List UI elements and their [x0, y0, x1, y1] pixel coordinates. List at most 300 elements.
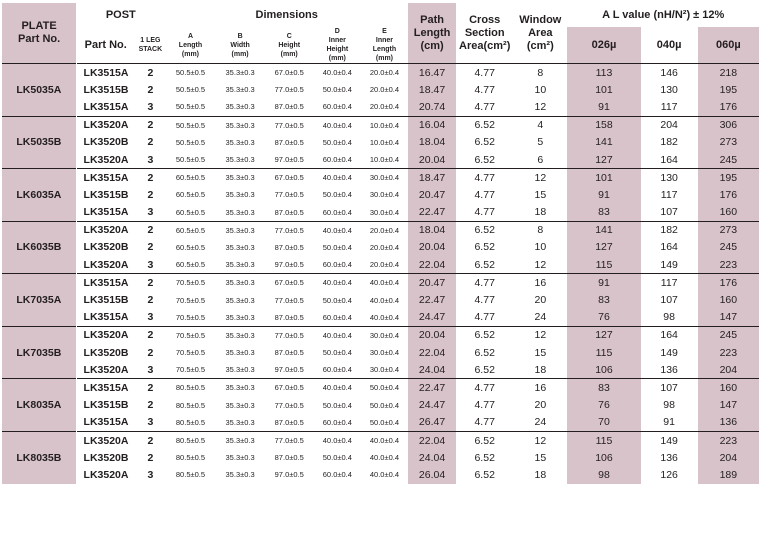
dim-b-cell: 35.3±0.3 [216, 274, 265, 292]
part-no-cell: LK3520B [83, 451, 129, 464]
al-060-cell: 195 [698, 81, 759, 98]
path-length-cell: 18.47 [408, 169, 456, 187]
window-area-cell: 10 [534, 83, 547, 96]
dim-d-cell: 60.0±0.4 [322, 365, 352, 375]
table-row [2, 256, 759, 274]
leg-stack-cell: 2 [135, 379, 165, 397]
dim-b-cell: 35.3±0.3 [216, 326, 265, 344]
table-row [2, 291, 759, 308]
dim-a-cell: 70.5±0.5 [165, 326, 215, 344]
dim-c-cell: 87.0±0.5 [274, 137, 304, 147]
dim-e-cell: 40.0±0.4 [369, 312, 400, 322]
al-040-header: 040µ [641, 27, 698, 64]
al-040-cell: 98 [663, 311, 675, 324]
al-026-cell: 106 [567, 449, 640, 466]
al-040-cell: 98 [663, 399, 675, 412]
dim-b-cell: 35.3±0.3 [225, 155, 255, 165]
al-060-cell: 245 [698, 239, 759, 256]
dim-a-cell: 50.5±0.5 [165, 116, 215, 134]
al-040-cell: 136 [660, 363, 678, 376]
dim-e-cell: 50.0±0.4 [369, 400, 400, 410]
path-length-header: Path Length (cm) [408, 3, 456, 64]
al-060-cell: 306 [698, 116, 759, 134]
al-060-cell: 204 [698, 361, 759, 379]
leg-stack-cell: 2 [147, 188, 154, 201]
dim-e-cell: 30.0±0.4 [369, 207, 400, 217]
leg-stack-cell: 3 [147, 153, 154, 166]
al-060-cell: 176 [698, 98, 759, 116]
al-040-cell: 204 [641, 116, 698, 134]
al-040-cell: 91 [663, 416, 675, 429]
table-row [2, 379, 759, 397]
path-length-cell: 20.47 [408, 274, 456, 292]
al-026-cell: 127 [567, 151, 640, 169]
plate-part-no: LK7035B [2, 326, 76, 379]
post-header: POST [105, 9, 136, 21]
al-060-cell: 147 [698, 309, 759, 327]
dim-c-cell: 67.0±0.5 [265, 379, 314, 397]
dim-b-cell: 35.3±0.3 [225, 453, 255, 463]
al-026-cell: 101 [567, 81, 640, 98]
table-row [2, 397, 759, 414]
leg-stack-cell: 3 [147, 311, 154, 324]
dim-c-cell: 67.0±0.5 [265, 64, 314, 82]
dim-b-name: Width [230, 41, 250, 49]
dim-b-cell: 35.3±0.3 [225, 102, 255, 112]
dim-a-cell: 70.5±0.5 [175, 365, 206, 375]
cross-section-cell: 6.52 [474, 258, 495, 271]
al-040-cell: 182 [660, 136, 678, 149]
dim-c-cell: 77.0±0.5 [274, 400, 304, 410]
cross-section-cell: 4.77 [474, 294, 495, 307]
core-spec-table [2, 3, 759, 484]
cross-section-cell: 6.52 [456, 431, 513, 449]
dim-a-cell: 80.5±0.5 [165, 431, 215, 449]
dim-b-cell: 35.3±0.3 [225, 242, 255, 252]
dim-b-unit: (mm) [231, 50, 249, 58]
al-040-cell: 164 [660, 153, 678, 166]
cross-section-cell: 4.77 [474, 206, 495, 219]
path-length-cell: 24.47 [408, 397, 456, 414]
leg-stack-cell: 2 [135, 116, 165, 134]
part-no-cell: LK3520A [76, 221, 135, 239]
dim-d-cell: 50.0±0.4 [322, 85, 352, 95]
window-area-cell: 20 [534, 399, 547, 412]
al-026-cell: 113 [567, 64, 640, 82]
dim-a-letter: A [187, 32, 193, 40]
window-area-cell: 15 [534, 346, 547, 359]
window-area-cell: 24 [534, 311, 547, 324]
al-040-cell: 136 [660, 451, 678, 464]
dim-c-header [265, 27, 314, 64]
table-row [2, 309, 759, 327]
leg-stack-cell: 2 [135, 431, 165, 449]
window-area-cell: 12 [513, 326, 567, 344]
part-no-cell: LK3515A [76, 379, 135, 397]
cross-section-cell: 6.52 [474, 241, 495, 254]
dim-b-cell: 35.3±0.3 [225, 400, 255, 410]
al-040-cell: 146 [641, 64, 698, 82]
window-area-cell: 12 [534, 100, 547, 113]
dim-c-cell: 97.0±0.5 [274, 155, 304, 165]
path-length-cell: 20.04 [408, 151, 456, 169]
al-026-cell: 83 [567, 379, 640, 397]
dim-b-cell: 35.3±0.3 [225, 295, 255, 305]
dim-b-cell: 35.3±0.3 [225, 260, 255, 270]
al-040-cell: 117 [660, 100, 678, 113]
dim-e-cell: 40.0±0.4 [369, 295, 400, 305]
cross-section-cell: 4.77 [474, 100, 495, 113]
plate-part-no: LK8035B [2, 431, 76, 483]
dim-c-unit: (mm) [280, 50, 298, 58]
dim-b-cell: 35.3±0.3 [225, 207, 255, 217]
al-040-cell: 164 [660, 241, 678, 254]
window-area-cell: 8 [513, 64, 567, 82]
dim-c-cell: 67.0±0.5 [265, 169, 314, 187]
dim-c-cell: 77.0±0.5 [265, 326, 314, 344]
dim-b-cell: 35.3±0.3 [216, 169, 265, 187]
dim-b-cell: 35.3±0.3 [216, 379, 265, 397]
al-026-cell: 91 [567, 274, 640, 292]
window-area-cell: 16 [513, 379, 567, 397]
dim-e-cell: 40.0±0.4 [369, 453, 400, 463]
path-length-cell: 26.04 [408, 466, 456, 483]
dim-a-cell: 50.5±0.5 [175, 85, 206, 95]
window-area-header: Window Area (cm²) [519, 13, 562, 52]
part-no-cell: LK3520A [83, 153, 129, 166]
al-026-cell: 115 [567, 431, 640, 449]
plate-part-no: LK7035A [2, 274, 76, 327]
dim-d-cell: 50.0±0.4 [322, 190, 352, 200]
dim-a-cell: 70.5±0.5 [175, 348, 206, 358]
dim-d-cell: 40.0±0.4 [314, 326, 361, 344]
dim-a-cell: 80.5±0.5 [165, 379, 215, 397]
table-row [2, 431, 759, 449]
part-no-cell: LK3520B [83, 241, 129, 254]
dim-b-header [216, 27, 265, 64]
dim-d-cell: 60.0±0.4 [322, 260, 352, 270]
dim-a-cell: 60.5±0.5 [175, 207, 206, 217]
path-length-cell: 22.04 [408, 431, 456, 449]
al-026-cell: 83 [567, 204, 640, 222]
al-026-cell: 98 [567, 466, 640, 483]
leg-stack-cell: 2 [147, 294, 154, 307]
path-length-cell: 18.04 [408, 221, 456, 239]
al-060-cell: 195 [698, 169, 759, 187]
leg-stack-cell: 2 [135, 221, 165, 239]
cross-section-cell: 4.77 [456, 274, 513, 292]
leg-stack-cell: 3 [147, 100, 154, 113]
al-060-cell: 223 [698, 344, 759, 361]
cross-section-cell: 4.77 [456, 379, 513, 397]
window-area-cell: 5 [537, 136, 544, 149]
dim-c-cell: 87.0±0.5 [274, 417, 304, 427]
dim-b-cell: 35.3±0.3 [225, 190, 255, 200]
dim-d-cell: 60.0±0.4 [322, 102, 352, 112]
leg-stack-cell: 3 [147, 258, 154, 271]
part-no-cell: LK3515A [76, 274, 135, 292]
path-length-cell: 22.04 [408, 344, 456, 361]
table-header [2, 3, 759, 64]
dim-d-cell: 50.0±0.4 [322, 137, 352, 147]
dim-a-cell: 50.5±0.5 [175, 102, 206, 112]
path-length-cell: 20.74 [408, 98, 456, 116]
dim-b-cell: 35.3±0.3 [216, 64, 265, 82]
al-040-cell: 117 [641, 274, 698, 292]
dim-e-cell: 20.0±0.4 [361, 64, 408, 82]
al-040-cell: 149 [660, 258, 678, 271]
leg-stack-cell: 3 [147, 363, 154, 376]
dim-e-cell: 20.0±0.4 [369, 85, 400, 95]
al-026-header: 026µ [567, 27, 640, 64]
al-040-cell: 182 [641, 221, 698, 239]
al-060-header: 060µ [698, 27, 759, 64]
dim-c-cell: 97.0±0.5 [274, 470, 304, 480]
dim-e-cell: 30.0±0.4 [369, 365, 400, 375]
part-no-cell: LK3515A [83, 100, 129, 113]
dim-e-cell: 30.0±0.4 [369, 348, 400, 358]
path-length-cell: 20.04 [408, 326, 456, 344]
window-area-cell: 24 [534, 416, 547, 429]
plate-part-no: LK5035A [2, 64, 76, 117]
al-value-header: A L value (nH/N²) ± 12% [567, 3, 759, 27]
window-area-cell: 18 [534, 206, 547, 219]
dim-c-letter: C [286, 32, 292, 40]
dim-a-cell: 70.5±0.5 [175, 312, 206, 322]
al-026-cell: 91 [567, 186, 640, 203]
table-row [2, 204, 759, 222]
al-060-cell: 176 [698, 186, 759, 203]
dim-e-cell: 50.0±0.4 [361, 379, 408, 397]
dim-c-cell: 97.0±0.5 [274, 365, 304, 375]
dim-e-header [361, 27, 408, 64]
dim-e-cell: 50.0±0.4 [369, 417, 400, 427]
dim-d-header [314, 27, 361, 64]
cross-section-cell: 6.52 [456, 221, 513, 239]
dim-a-cell: 60.5±0.5 [175, 242, 206, 252]
dim-a-header [165, 27, 215, 64]
al-060-cell: 160 [698, 204, 759, 222]
table-row [2, 64, 759, 82]
table-row [2, 361, 759, 379]
cross-section-cell: 4.77 [474, 416, 495, 429]
dim-d-letter: D [334, 28, 340, 35]
plate-part-no: LK6035B [2, 221, 76, 274]
dim-a-cell: 50.5±0.5 [175, 155, 206, 165]
dim-e-cell: 10.0±0.4 [361, 116, 408, 134]
dim-c-cell: 97.0±0.5 [274, 260, 304, 270]
al-060-cell: 223 [698, 256, 759, 274]
table-row [2, 449, 759, 466]
table-row [2, 186, 759, 203]
al-026-cell: 76 [567, 309, 640, 327]
dim-a-cell: 60.5±0.5 [175, 260, 206, 270]
dim-e-cell: 40.0±0.4 [369, 470, 400, 480]
part-no-cell: LK3520A [76, 326, 135, 344]
leg-stack-cell: 2 [147, 399, 154, 412]
cross-section-cell: 6.52 [474, 153, 495, 166]
window-area-cell: 12 [513, 431, 567, 449]
part-no-cell: LK3520A [76, 431, 135, 449]
cross-section-cell: 4.77 [456, 169, 513, 187]
dim-c-cell: 87.0±0.5 [274, 348, 304, 358]
window-area-cell: 16 [513, 274, 567, 292]
dim-e-cell: 20.0±0.4 [361, 221, 408, 239]
table-row [2, 414, 759, 432]
window-area-cell: 6 [537, 153, 544, 166]
al-026-cell: 83 [567, 291, 640, 308]
dim-c-cell: 87.0±0.5 [274, 242, 304, 252]
al-026-cell: 141 [567, 221, 640, 239]
part-no-cell: LK3520A [76, 116, 135, 134]
dim-a-cell: 50.5±0.5 [175, 137, 206, 147]
dim-e-cell: 40.0±0.4 [361, 431, 408, 449]
path-length-cell: 22.04 [408, 256, 456, 274]
leg-stack-cell: 2 [147, 136, 154, 149]
al-026-cell: 106 [567, 361, 640, 379]
dim-a-unit: (mm) [181, 50, 200, 58]
dim-a-cell: 50.5±0.5 [165, 64, 215, 82]
path-length-cell: 22.47 [408, 291, 456, 308]
cross-section-cell: 6.52 [474, 468, 495, 481]
dim-d-cell: 50.0±0.4 [322, 295, 352, 305]
al-060-cell: 189 [698, 466, 759, 483]
al-040-cell: 126 [660, 468, 678, 481]
dim-d-unit: (mm) [328, 55, 346, 62]
table-row [2, 274, 759, 292]
dim-a-cell: 80.5±0.5 [175, 417, 206, 427]
path-length-cell: 16.47 [408, 64, 456, 82]
al-060-cell: 160 [698, 379, 759, 397]
part-no-cell: LK3515A [83, 311, 129, 324]
leg-stack-cell: 2 [147, 346, 154, 359]
al-060-cell: 160 [698, 291, 759, 308]
path-length-cell: 16.04 [408, 116, 456, 134]
al-060-cell: 245 [698, 151, 759, 169]
cross-section-cell: 4.77 [474, 188, 495, 201]
dim-a-cell: 80.5±0.5 [175, 470, 206, 480]
part-no-cell: LK3515A [76, 64, 135, 82]
dim-d-cell: 50.0±0.4 [322, 242, 352, 252]
path-length-cell: 18.47 [408, 81, 456, 98]
dim-b-cell: 35.3±0.3 [216, 221, 265, 239]
dim-a-cell: 60.5±0.5 [175, 190, 206, 200]
plate-part-no: LK6035A [2, 169, 76, 222]
part-no-cell: LK3520A [83, 258, 129, 271]
part-no-cell: LK3515B [83, 188, 129, 201]
dim-d-cell: 50.0±0.4 [322, 400, 352, 410]
table-row [2, 466, 759, 483]
leg-stack-cell: 2 [135, 169, 165, 187]
dim-b-cell: 35.3±0.3 [225, 348, 255, 358]
cross-section-cell: 4.77 [456, 64, 513, 82]
dim-d-cell: 40.0±0.4 [314, 379, 361, 397]
dim-e-cell: 20.0±0.4 [369, 260, 400, 270]
al-026-cell: 101 [567, 169, 640, 187]
dim-a-cell: 60.5±0.5 [165, 221, 215, 239]
dim-b-cell: 35.3±0.3 [216, 431, 265, 449]
window-area-cell: 18 [534, 363, 547, 376]
al-060-cell: 245 [698, 326, 759, 344]
al-026-cell: 141 [567, 134, 640, 151]
dim-c-name: Height [278, 41, 301, 49]
path-length-cell: 22.47 [408, 379, 456, 397]
window-area-cell: 20 [534, 294, 547, 307]
leg-stack-cell: 2 [135, 274, 165, 292]
dim-e-cell: 30.0±0.4 [369, 190, 400, 200]
cross-section-cell: 4.77 [474, 83, 495, 96]
window-area-cell: 8 [513, 221, 567, 239]
window-area-cell: 4 [513, 116, 567, 134]
dim-d-cell: 60.0±0.4 [322, 155, 352, 165]
dim-b-letter: B [237, 32, 243, 40]
table-row [2, 221, 759, 239]
dim-d-cell: 50.0±0.4 [322, 348, 352, 358]
dim-b-cell: 35.3±0.3 [225, 365, 255, 375]
dim-a-name: Length [178, 41, 203, 49]
plate-part-no: LK5035B [2, 116, 76, 169]
al-060-cell: 136 [698, 414, 759, 432]
part-no-cell: LK3520A [83, 468, 129, 481]
cross-section-cell: 6.52 [474, 136, 495, 149]
plate-header: PLATE Part No. [2, 3, 76, 64]
table-row [2, 116, 759, 134]
dim-d-cell: 60.0±0.4 [322, 470, 352, 480]
cross-section-cell: 6.52 [456, 116, 513, 134]
table-row [2, 98, 759, 116]
al-040-cell: 107 [660, 294, 678, 307]
dim-e-letter: E [382, 28, 387, 35]
dim-c-cell: 77.0±0.5 [274, 190, 304, 200]
al-060-cell: 218 [698, 64, 759, 82]
plate-part-no: LK8035A [2, 379, 76, 432]
dim-c-cell: 77.0±0.5 [265, 116, 314, 134]
cross-section-cell: 4.77 [474, 399, 495, 412]
path-length-cell: 18.04 [408, 134, 456, 151]
al-026-cell: 115 [567, 256, 640, 274]
table-row [2, 344, 759, 361]
dim-a-cell: 80.5±0.5 [175, 400, 206, 410]
dim-e-cell: 40.0±0.4 [361, 274, 408, 292]
al-060-cell: 176 [698, 274, 759, 292]
table-row [2, 169, 759, 187]
dim-c-cell: 77.0±0.5 [274, 295, 304, 305]
dim-a-cell: 60.5±0.5 [165, 169, 215, 187]
table-row [2, 239, 759, 256]
dim-b-cell: 35.3±0.3 [225, 470, 255, 480]
dim-c-cell: 67.0±0.5 [265, 274, 314, 292]
leg-stack-cell: 2 [147, 241, 154, 254]
part-no-cell: LK3520B [83, 136, 129, 149]
al-026-cell: 76 [567, 397, 640, 414]
cross-section-cell: 6.52 [474, 346, 495, 359]
leg-stack-header: 1 LEG STACK [138, 37, 163, 53]
dim-d-cell: 40.0±0.4 [314, 64, 361, 82]
dim-b-cell: 35.3±0.3 [225, 85, 255, 95]
dim-b-cell: 35.3±0.3 [225, 312, 255, 322]
dimensions-header: Dimensions [255, 9, 318, 21]
leg-stack-cell: 2 [147, 83, 154, 96]
dim-e-cell: 10.0±0.4 [369, 137, 400, 147]
path-length-cell: 22.47 [408, 204, 456, 222]
dim-d-cell: 60.0±0.4 [322, 312, 352, 322]
leg-stack-cell: 2 [135, 326, 165, 344]
dim-e-name: Inner Length [372, 37, 397, 53]
al-026-cell: 70 [567, 414, 640, 432]
part-no-cell: LK3515A [83, 416, 129, 429]
window-area-cell: 15 [534, 451, 547, 464]
dim-b-cell: 35.3±0.3 [225, 137, 255, 147]
